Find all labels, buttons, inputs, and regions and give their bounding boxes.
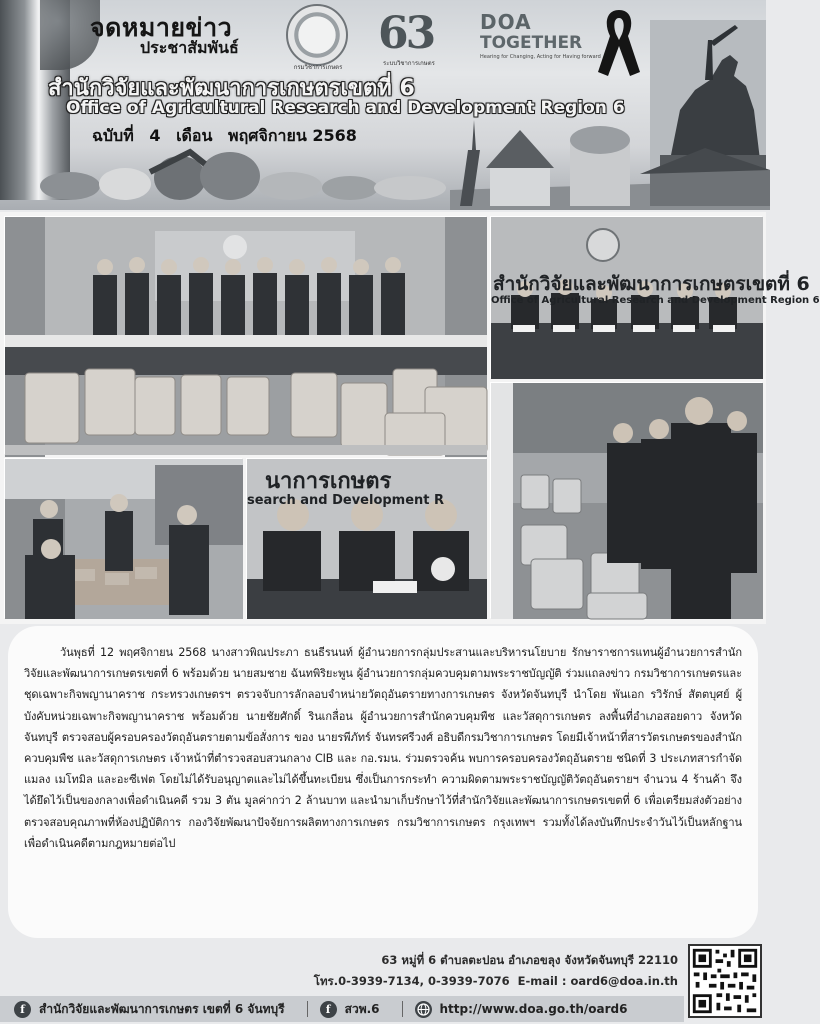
facebook-short-name: สวพ.6 xyxy=(344,1001,380,1016)
contact-address: 63 หมู่ที่ 6 ตำบลตะปอน อำเภอขลุง จังหวัดจันทบุรี 22110 xyxy=(381,953,678,967)
facebook-page-link[interactable] xyxy=(14,1000,285,1019)
together-tagline: Hearing for Changing, Acting for Having forward xyxy=(480,54,601,60)
banner-english-partial-text: search and Development R xyxy=(247,493,445,508)
newsletter-subtitle: ประชาสัมพันธ์ xyxy=(140,38,239,57)
newsletter-title: จดหมายข่าว xyxy=(90,13,233,42)
contact-info xyxy=(0,942,766,994)
seal-caption: กรมวิชาการเกษตร xyxy=(293,64,343,71)
doa-logo-text xyxy=(480,10,532,34)
issue-label: ฉบับที่ xyxy=(92,126,134,145)
facebook-icon: f xyxy=(14,1001,31,1018)
banner-thai-text: สำนักวิจัยและพัฒนาการเกษตรเขตที่ 6 xyxy=(493,273,810,295)
website-url: http://www.doa.go.th/oard6 xyxy=(439,1002,628,1016)
contact-phone-email xyxy=(314,973,678,991)
phone-numbers: 0-3939-7134, 0-3939-7076 xyxy=(338,974,510,988)
footer-divider xyxy=(402,1001,403,1017)
doa-seal-logo xyxy=(286,4,348,66)
qr-code-icon[interactable] xyxy=(688,944,762,1018)
footer-divider xyxy=(307,1001,308,1017)
article-paragraph: วันพุธที่ 12 พฤศจิกายน 2568 นางสาวพิณประภา ธนธีรนนท์ ผู้อำนวยการกลุ่มประสานและบริหารนโยบาย รักษาราชการแทนผู้อำนวยการสำนักวิจัยและพัฒนาการเกษตรเขตที่ 6 พร้อมด้วย นายสมชาย ฉันทพิริยะพูน ผู้อำนวยการกลุ่มควบคุมตามพระราชบัญญัติ ร่วมแถลงข่าว กรมวิชาการเกษตรและชุดเฉพาะกิจพญานาคราช กระทรวงเกษตรฯ ตรวจจับการลักลอบจำหน่ายวัตถุอันตรายทางการเกษตร จังหวัดจันทบุรี นำโดย พันเอก รวิรักษ์ สัตตบุศย์ ผู้บังคับหน่วยเฉพาะกิจพญานาคราช พร้อมด้วย นายชัยศักดิ์ รินเกลื่อน ผู้อำนวยการสำนักควบคุมพืช และวัสดุการเกษตร ลงพื้นที่อำเภอสอยดาว จังหวัดจันทบุรี ตรวจสอบผู้ครอบครองวัตถุอันตรายตามข้อสั่งการ ของ นายรพีภัทร์ จันทรศรีวงศ์ อธิบดีกรมวิชาการเกษตร โดยมีเจ้าหน้าที่สารวัตรเกษตรของสำนักควบคุมพืช และวัสดุการเกษตร เจ้าหน้าที่ตำรวจสอบสวนกลาง CIB และ กอ.รมน. ร่วมตรวจค้น พบการครอบครองวัตถุอันตราย ชนิดที่ 3 ประเภทสารกำจัดแมลง เมโทมิล และอะซีเฟต โดยไม่ได้รับอนุญาตและไม่ได้ขึ้นทะเบียน ซึ่งเป็นการกระทำ ความผิดตามพระราชบัญญัติวัตถุอันตรายฯ จำนวน 4 ร้านค้า จึงได้ยึดไว้เป็นของกลางเพื่อดำเนินคดี รวม 3 ตัน มูลค่ากว่า 2 ล้านบาท และนำมาเก็บรักษาไว้ที่สำนักวิจัยและพัฒนาการเกษตรเขตที่ 6 เพื่อเตรียมส่งตัวอย่าง ตรวจสอบคุณภาพที่ห้องปฏิบัติการ กองวิจัยพัฒนาปัจจัยการผลิตทางการเกษตร กรมวิชาการเกษตร กรุงเทพฯ รวมทั้งได้ลงบันทึกประจำวันไว้เป็นหลักฐาน เพื่อดำเนินคดีตามกฎหมายต่อไป xyxy=(24,646,742,850)
office-name-thai: สำนักวิจัยและพัฒนาการเกษตรเขตที่ 6 xyxy=(48,76,415,101)
footer-bar xyxy=(0,996,684,1022)
banner-english-text: Office of Agricultural Research and Development Region 6 xyxy=(491,295,820,306)
anniversary-caption: ระบบวิชาการเกษตร xyxy=(383,60,435,67)
fruits-image xyxy=(30,142,460,202)
newsletter-header xyxy=(0,0,766,210)
website-link[interactable] xyxy=(415,1001,628,1018)
month-label: เดือน xyxy=(176,126,213,145)
email-label: E-mail : xyxy=(517,974,567,988)
photo-press-conference-barrels xyxy=(4,216,486,454)
office-name-english: Office of Agricultural Research and Development Region 6 xyxy=(66,98,625,118)
banner-thai-partial-text: นาการเกษตร xyxy=(265,469,392,494)
photo-collage xyxy=(0,212,820,624)
facebook-short-link[interactable] xyxy=(320,1000,380,1019)
temple-image xyxy=(450,110,770,210)
phone-label: โทร. xyxy=(313,974,339,988)
photo-press-conference-table xyxy=(490,216,820,378)
facebook-icon: f xyxy=(320,1001,337,1018)
issue-month-year: พฤศจิกายน 2568 xyxy=(228,126,357,145)
anniversary-63-logo: 63 xyxy=(378,8,434,59)
photo-inspection-table xyxy=(4,458,242,618)
facebook-page-name: สำนักวิจัยและพัฒนาการเกษตร เขตที่ 6 จันทบุรี xyxy=(39,1001,285,1016)
issue-number: 4 xyxy=(149,126,161,145)
mourning-ribbon-icon xyxy=(596,6,642,78)
photo-officers-barrels-outdoor xyxy=(490,382,762,618)
email-address[interactable]: oard6@doa.in.th xyxy=(570,974,678,988)
globe-icon xyxy=(415,1001,432,1018)
doa-logo-word: DOA xyxy=(480,10,532,34)
photo-speakers xyxy=(246,458,486,618)
together-logo-text: TOGETHER xyxy=(480,33,583,53)
article-body xyxy=(8,626,758,938)
